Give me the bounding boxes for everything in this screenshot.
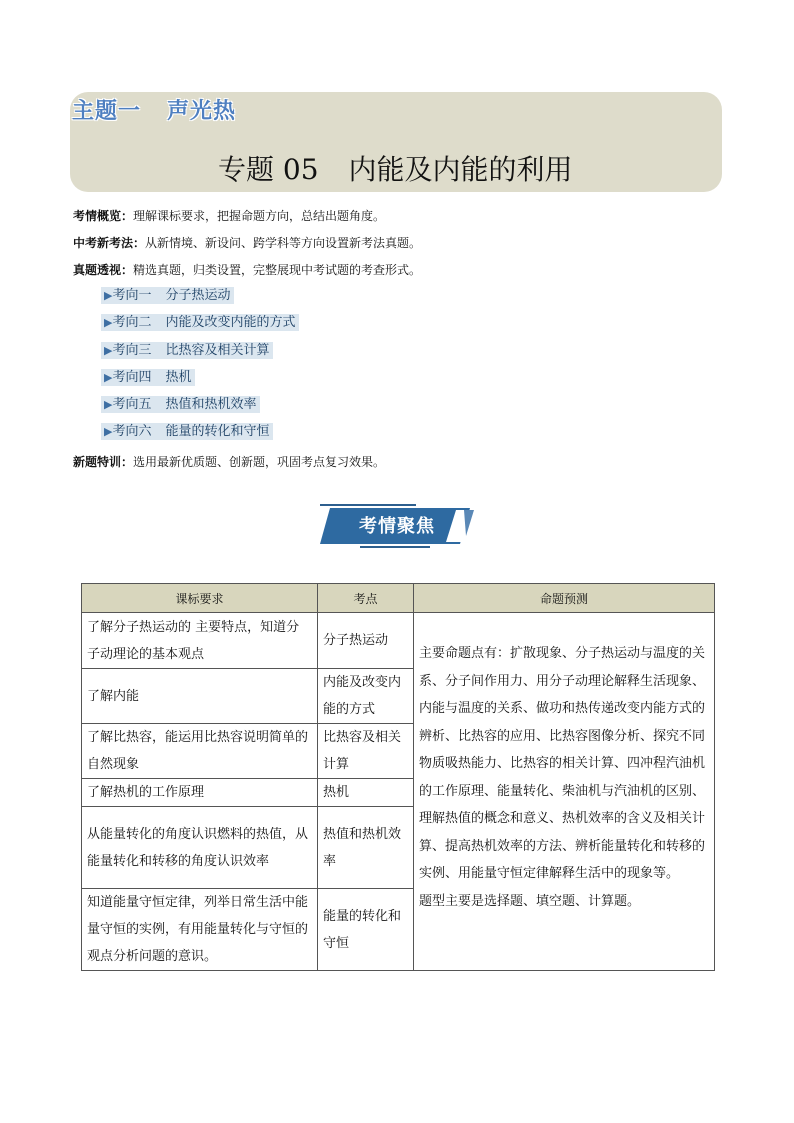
curriculum-cell: 了解比热容，能运用比热容说明简单的自然现象 [82,724,318,779]
header-curriculum: 课标要求 [82,584,318,613]
requirements-table [81,583,715,971]
theme-label: 主题一 [72,99,142,124]
table-row [82,613,715,669]
exam-point-cell: 热机 [318,779,414,807]
prediction-main: 主要命题点有：扩散现象、分子热运动与温度的关系、分子间作用力、用分子动理论解释生活现象、内能与温度的关系、做功和热传递改变内能方式的辨析、比热容的应用、比热容图像分析、探究不同物质吸热能力、比热容的相关计算、四冲程汽油机的工作原理、能量转化、柴油机与汽油机的区别、理解热值的概念和意义、热机效率的含义及相关计算、提高热机效率的方法、辨析能量转化和转移的实例、用能量守恒定律解释生活中的现象等。 [419,646,706,881]
prediction-cell [414,613,715,971]
exam-point-cell: 能量的转化和守恒 [318,889,414,971]
exam-point-cell: 热值和热机效率 [318,807,414,889]
curriculum-cell: 知道能量守恒定律，列举日常生活中能量守恒的实例，有用能量转化与守恒的观点分析问题的意识。 [82,889,318,971]
direction-item-1[interactable]: ▶考向一 分子热运动 [101,287,234,304]
intro-line-real-exam: 真题透视：精选真题，归类设置，完整展现中考试题的考查形式。 [73,263,422,277]
curriculum-cell: 了解分子热运动的 主要特点，知道分子动理论的基本观点 [82,613,318,669]
exam-point-cell: 比热容及相关计算 [318,724,414,779]
direction-item-2[interactable]: ▶考向二 内能及改变内能的方式 [101,314,299,331]
intro-line-overview: 考情概览：理解课标要求，把握命题方向，总结出题角度。 [73,209,386,223]
intro-line-new-method: 中考新考法：从新情境、新设问、跨学科等方向设置新考法真题。 [73,236,422,250]
header-prediction: 命题预测 [414,584,715,613]
table-header-row [82,584,715,613]
theme-title [72,94,236,125]
prediction-types: 题型主要是选择题、填空题、计算题。 [419,893,641,909]
triangle-right-icon: ▶ [104,371,113,384]
direction-item-3[interactable]: ▶考向三 比热容及相关计算 [101,342,273,359]
triangle-right-icon: ▶ [104,398,113,411]
theme-name: 声光热 [167,99,237,124]
triangle-right-icon: ▶ [104,289,113,302]
curriculum-cell: 从能量转化的角度认识燃料的热值，从能量转化和转移的角度认识效率 [82,807,318,889]
topic-title [218,148,573,188]
curriculum-cell: 了解内能 [82,669,318,724]
triangle-right-icon: ▶ [104,425,113,438]
direction-item-5[interactable]: ▶考向五 热值和热机效率 [101,396,260,413]
triangle-right-icon: ▶ [104,344,113,357]
exam-point-cell: 分子热运动 [318,613,414,669]
topic-number: 专题 05 [218,153,319,186]
triangle-right-icon: ▶ [104,316,113,329]
direction-item-6[interactable]: ▶考向六 能量的转化和守恒 [101,423,273,440]
exam-point-cell: 内能及改变内能的方式 [318,669,414,724]
direction-item-4[interactable]: ▶考向四 热机 [101,369,195,386]
header-exam-point: 考点 [318,584,414,613]
curriculum-cell: 了解热机的工作原理 [82,779,318,807]
banner-title: 考情聚焦 [359,516,435,537]
intro-line-new-training: 新题特训：选用最新优质题、创新题，巩固考点复习效果。 [73,455,386,469]
topic-name: 内能及内能的利用 [348,153,573,186]
